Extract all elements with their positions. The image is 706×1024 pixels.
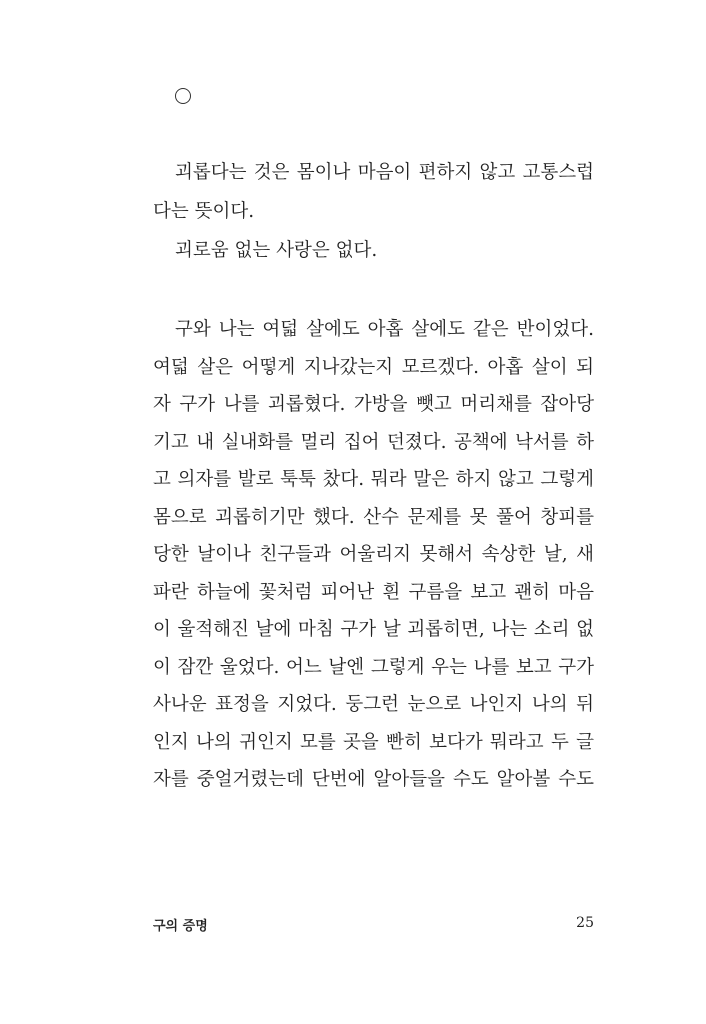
text-line: 기고 내 실내화를 멀리 집어 던졌다. 공책에 낙서를 하: [153, 431, 594, 453]
running-footer-book-title: 구의 증명: [153, 919, 208, 934]
section-mark-circle-icon: [175, 88, 191, 104]
text-line: 파란 하늘에 꽃처럼 피어난 흰 구름을 보고 괜히 마음: [153, 581, 594, 603]
text-line: 몸으로 괴롭히기만 했다. 산수 문제를 못 풀어 창피를: [153, 506, 594, 528]
text-line: 사나운 표정을 지었다. 둥그런 눈으로 나인지 나의 뒤: [153, 694, 594, 715]
opening-paragraphs: [153, 153, 594, 270]
text-line: 여덟 살은 어떻게 지나갔는지 모르겠다. 아홉 살이 되: [153, 356, 594, 378]
text-line: 자 구가 나를 괴롭혔다. 가방을 뺏고 머리채를 잡아당: [153, 394, 594, 415]
text-line: 이 울적해진 날에 마침 구가 날 괴롭히면, 나는 소리 없: [153, 619, 594, 640]
text-line: 당한 날이나 친구들과 어울리지 못해서 속상한 날, 새: [153, 544, 594, 565]
body-paragraph: [153, 311, 594, 799]
text-line: 인지 나의 귀인지 모를 곳을 빤히 보다가 뭐라고 두 글: [153, 731, 594, 753]
text-line: 자를 중얼거렸는데 단번에 알아들을 수도 알아볼 수도: [153, 769, 594, 790]
text-line: 괴로움 없는 사랑은 없다.: [175, 240, 378, 261]
page-number: 25: [576, 915, 594, 931]
text-line: 구와 나는 여덟 살에도 아홉 살에도 같은 반이었다.: [175, 319, 594, 340]
text-line: 고 의자를 발로 툭툭 찼다. 뭐라 말은 하지 않고 그렇게: [153, 469, 594, 490]
text-line: 다는 뜻이다.: [153, 201, 255, 222]
text-line: 괴롭다는 것은 몸이나 마음이 편하지 않고 고통스럽: [175, 162, 594, 183]
text-line: 이 잠깐 울었다. 어느 날엔 그렇게 우는 나를 보고 구가: [153, 656, 594, 678]
